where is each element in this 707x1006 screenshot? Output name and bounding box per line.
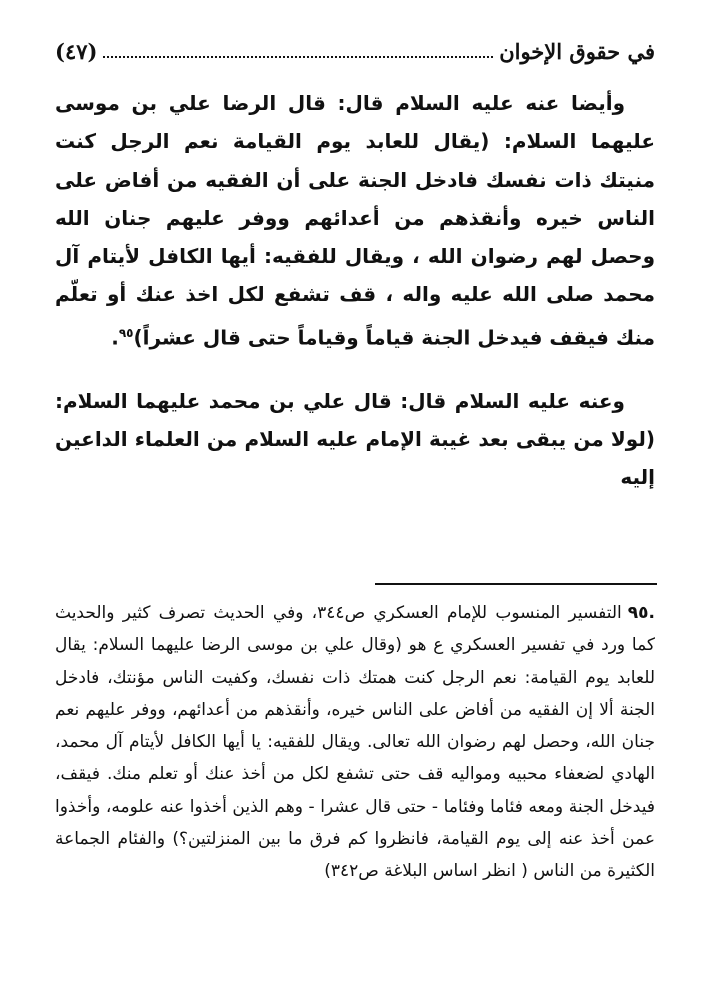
paragraph-1-end: . [111, 325, 119, 350]
footnote [55, 597, 655, 888]
paragraph-2: وعنه عليه السلام قال: قال علي بن محمد عليهما السلام: (لولا من يبقى بعد غيبة الإمام عليه السلام من العلماء الداعين إليه [55, 388, 655, 490]
footnote-separator [375, 583, 657, 585]
page-number: (٤٧) [55, 39, 98, 64]
footnote-text: التفسير المنسوب للإمام العسكري ص٣٤٤، وفي الحديث تصرف كثير والحديث كما ورد في تفسير العسكري ع هو (وقال علي بن موسى الرضا عليهما السلام: يقال للعابد يوم القيامة: نعم الرجل كنت همتك ذات نفسك، وكفيت الناس مؤنتك، فادخل الجنة ألا إن الفقيه من أفاض على الناس خيره، وأنقذهم من أعدائهم، ووفر عليهم نعم جنان الله، وحصل لهم رضوان الله تعالى. ويقال للفقيه: يا أيها الكافل لأيتام آل محمد، الهادي لضعفاء محبيه ومواليه قف حتى تشفع لكل من أخذ عنك أو تعلم منك. فيقف، فيدخل الجنة ومعه فئاما وفئاما - حتى قال عشرا - وهم الذين أخذوا عنه علومه، وأخذوا عمن أخذ عنه إلى يوم القيامة، فانظروا كم فرق ما بين المنزلتين؟) والفئام الجماعة الكثيرة من الناس ( انظر اساس البلاغة ص٣٤٢) [55, 603, 655, 882]
paragraph-1-text: وأيضا عنه عليه السلام قال: قال الرضا علي بن موسى عليهما السلام: (يقال للعابد يوم القيامة نعم الرجل كنت منيتك ذات نفسك فادخل الجنة على أن الفقيه من أفاض على الناس خيره وأنقذهم من أعدائهم ووفر عليهم جنان الله وحصل لهم رضوان الله ، ويقال للفقيه: أيها الكافل لأيتام آل محمد صلى الله عليه واله ، قف تشفع لكل اخذ عنك أو تعلّم منك فيقف فيدخل الجنة قياماً وقياماً حتى قال عشراً) [55, 91, 655, 350]
page-header [55, 30, 655, 64]
footnote-95 [55, 597, 655, 888]
paragraph-1 [55, 84, 655, 357]
dotted-leader [103, 56, 493, 58]
running-title: في حقوق الإخوان [499, 39, 655, 64]
footnote-reference[interactable]: ٩٥ [118, 325, 134, 340]
main-text [55, 84, 655, 497]
footnote-number: .٩٥ [627, 603, 655, 623]
